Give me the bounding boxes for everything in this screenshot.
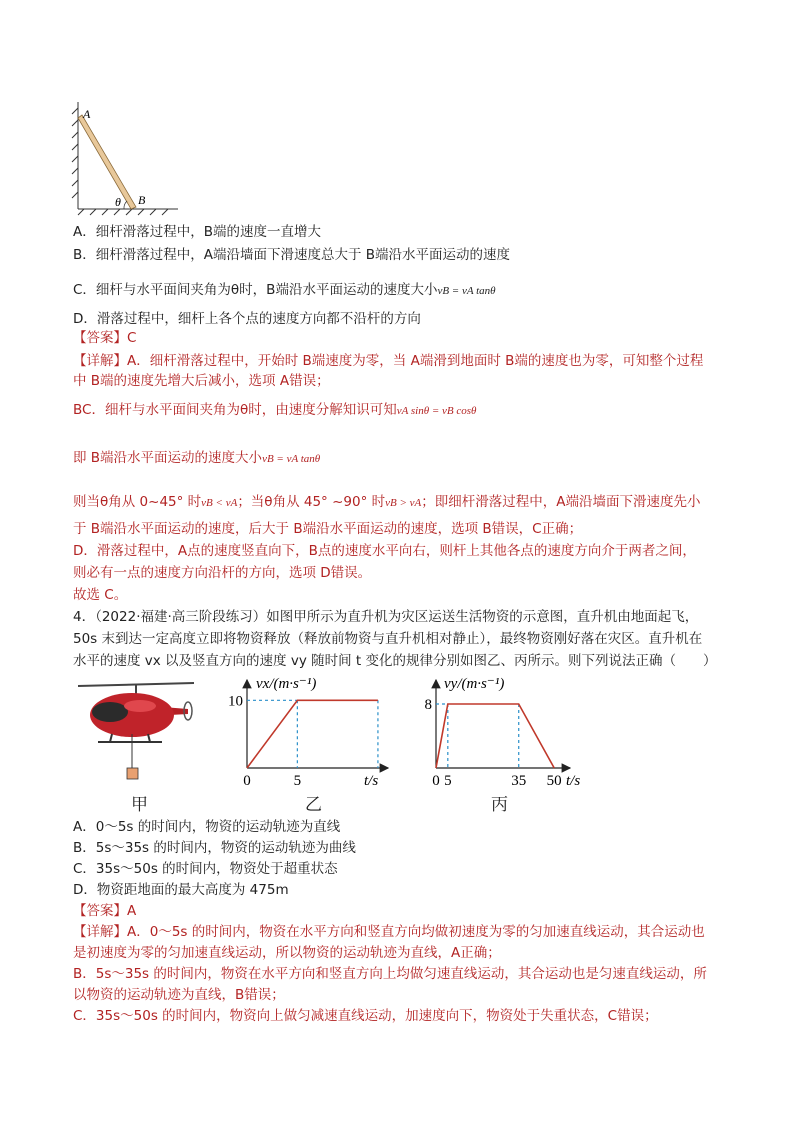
skid-strut-front <box>110 734 112 742</box>
caption-jia: 甲 <box>131 795 148 814</box>
y-tick-label: 10 <box>228 693 243 710</box>
x-tick-label: 0 <box>243 773 251 789</box>
vx-series-line <box>247 700 378 768</box>
y-axis-label: vx/(m·s⁻¹) <box>256 676 317 692</box>
q4-detail-b2: 以物资的运动轨迹为直线，B错误； <box>73 987 285 1003</box>
q3-bc-text: BC．细杆与水平面间夹角为θ时，由速度分解知识可知 <box>73 402 397 418</box>
q4-detail-a2: 是初速度为零的匀加速直线运动，所以物资的运动轨迹为直线，A正确； <box>73 945 501 961</box>
q3-line-b-wrong: 于 B端沿水平面运动的速度，后大于 B端沿水平面运动的速度，选项 B错误，C正确； <box>73 521 583 537</box>
helicopter-figure <box>70 676 200 788</box>
q3-line-d2: 则必有一点的速度方向沿杆的方向，选项 D错误。 <box>73 565 372 581</box>
q3-angle-formula1: vB < vA <box>201 497 238 509</box>
rod-wall-figure <box>70 100 180 218</box>
q3-bc-line <box>73 400 476 421</box>
q4-detail-b1: B．5s～35s 的时间内，物资在水平方向和竖直方向上均做匀速直线运动，其合运动也是匀速直线运动，所 <box>73 966 707 982</box>
ref-dash-vertical <box>448 704 519 768</box>
q3-option-c <box>73 280 496 301</box>
q3-bc-formula: vA sinθ = vB cosθ <box>396 405 477 417</box>
q4-option-c: C．35s～50s 的时间内，物资处于超重状态 <box>73 861 338 877</box>
q3-detail-line1: 【详解】A．细杆滑落过程中，开始时 B端速度为零，当 A端滑到地面时 B端的速度也为零，可知整个过程 <box>73 353 704 369</box>
q3-option-b: B．细杆滑落过程中，A端沿墙面下滑速度总大于 B端沿水平面运动的速度 <box>73 247 511 263</box>
q3-option-c-text: C．细杆与水平面间夹角为θ时，B端沿水平面运动的速度大小 <box>73 282 438 298</box>
q3-angle-formula2: vB > vA <box>385 497 422 509</box>
caption-yi: 乙 <box>305 795 322 814</box>
cargo-box <box>127 768 138 779</box>
x-axis-label: t/s <box>566 773 581 789</box>
x-tick-label: 5 <box>293 773 302 789</box>
ref-dash-vertical <box>297 700 378 768</box>
y-axis-label: vy/(m·s⁻¹) <box>444 676 505 692</box>
q3-line-d1: D．滑落过程中，A点的速度竖直向下，B点的速度水平向右，则杆上其他各点的速度方向介于两者之间， <box>73 543 696 559</box>
q3-angle-part2: ；当θ角从 45° ~90° 时 <box>237 494 386 510</box>
skid-strut-rear <box>148 734 150 742</box>
theta-arc <box>124 201 127 209</box>
label-b: B <box>138 193 146 207</box>
q3-angle-line <box>73 492 701 513</box>
rod <box>78 115 136 209</box>
q3-vb-formula: vB = vA tanθ <box>262 453 321 465</box>
q3-conclusion: 故选 C。 <box>73 587 128 603</box>
q3-vb-line <box>73 448 320 469</box>
x-axis-label: t/s <box>364 773 379 789</box>
x-tick-label: 50 <box>546 773 562 789</box>
vy-series-line <box>436 704 554 768</box>
q3-answer: 【答案】C <box>73 330 137 346</box>
cockpit-window <box>92 702 128 722</box>
q3-option-c-formula: vB = vA tanθ <box>437 285 496 297</box>
x-tick-label: 5 <box>444 773 452 789</box>
q4-answer: 【答案】A <box>73 903 137 919</box>
q4-option-b: B．5s～35s 的时间内，物资的运动轨迹为曲线 <box>73 840 356 856</box>
x-tick-label: 0 <box>432 773 440 789</box>
q3-option-a: A．细杆滑落过程中，B端的速度一直增大 <box>73 224 321 240</box>
x-tick-label: 35 <box>511 773 527 789</box>
q3-detail-line2: 中 B端的速度先增大后减小，选项 A错误； <box>73 373 330 389</box>
q3-option-d: D．滑落过程中，细杆上各个点的速度方向都不沿杆的方向 <box>73 311 421 327</box>
chart-vx <box>228 672 393 790</box>
y-tick-label: 8 <box>424 697 432 713</box>
body-highlight <box>124 700 156 712</box>
q4-stem-line1: 4．（2022·福建·高三阶段练习）如图甲所示为直升机为灾区运送生活物资的示意图，直升机由地面起飞， <box>73 609 699 625</box>
chart-vy <box>412 672 597 790</box>
q3-angle-part1: 则当θ角从 0~45° 时 <box>73 494 202 510</box>
q4-option-a: A．0～5s 的时间内，物资的运动轨迹为直线 <box>73 819 341 835</box>
caption-bing: 丙 <box>491 795 508 814</box>
q3-angle-part3: ；即细杆滑落过程中，A端沿墙面下滑速度先小 <box>421 494 701 510</box>
q3-vb-text: 即 B端沿水平面运动的速度大小 <box>73 450 263 466</box>
q4-stem-line2: 50s 末到达一定高度立即将物资释放（释放前物资与直升机相对静止），最终物资刚好落在灾区。直升机在 <box>73 631 703 647</box>
q4-detail-c: C．35s～50s 的时间内，物资向上做匀减速直线运动，加速度向下，物资处于失重状态，C错误； <box>73 1008 658 1024</box>
label-a: A <box>83 107 91 121</box>
q4-stem-line3: 水平的速度 vx 以及竖直方向的速度 vy 随时间 t 变化的规律分别如图乙、丙所示。则下列说法正确（ ） <box>73 653 717 669</box>
q4-detail-a1: 【详解】A．0～5s 的时间内，物资在水平方向和竖直方向均做初速度为零的匀加速直线运动，其合运动也 <box>73 924 705 940</box>
q4-option-d: D．物资距地面的最大高度为 475m <box>73 882 289 898</box>
label-theta: θ <box>115 195 121 209</box>
